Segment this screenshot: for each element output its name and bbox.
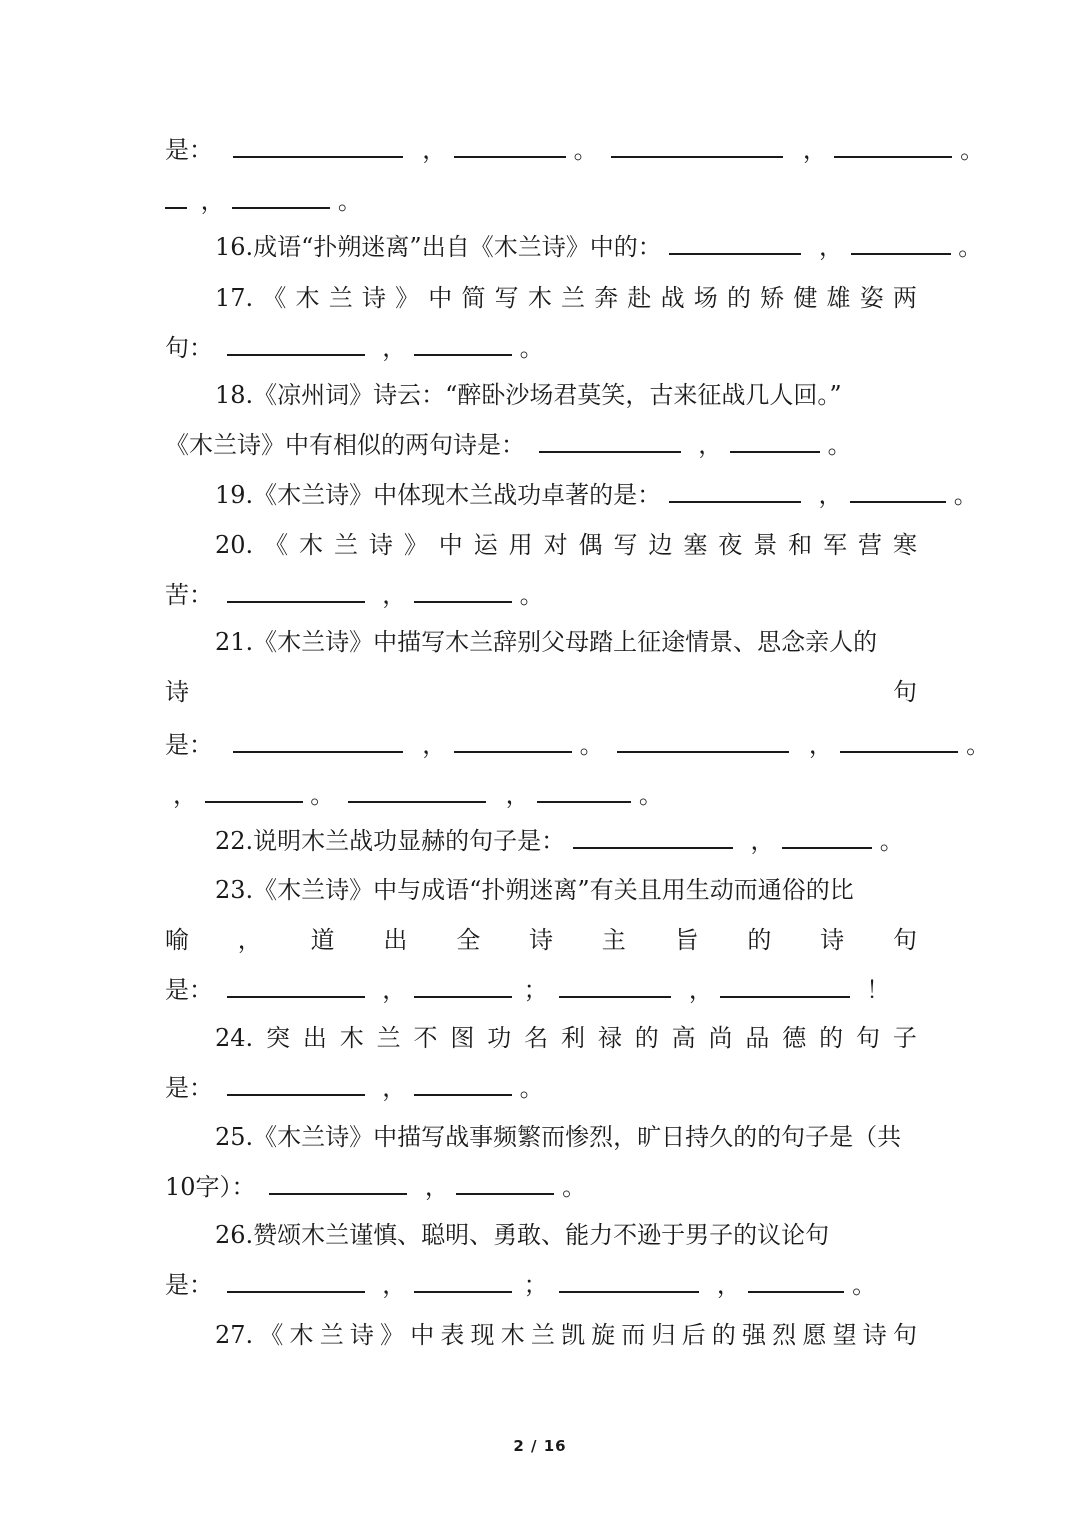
answer-blank[interactable] xyxy=(834,136,952,158)
answer-blank[interactable] xyxy=(414,334,512,356)
answer-blank[interactable] xyxy=(537,781,631,803)
answer-blank[interactable] xyxy=(539,431,681,453)
answer-blank[interactable] xyxy=(414,1271,512,1293)
question-18-answer: 《木兰诗》中有相似的两句诗是： ， 。 xyxy=(165,431,852,459)
answer-blank[interactable] xyxy=(559,976,671,998)
answer-blank[interactable] xyxy=(669,233,801,255)
question-21: 21.《木兰诗》中描写木兰辞别父母踏上征途情景、思念亲人的 xyxy=(215,628,878,656)
question-21-answer-1: 是： ， 。 ， 。 xyxy=(165,731,991,759)
question-20-answer: 苦： ， 。 xyxy=(165,581,544,609)
answer-blank[interactable] xyxy=(227,581,365,603)
question-23-line-2: 喻 ， 道 出 全 诗 主 旨 的 诗 句 xyxy=(165,926,917,954)
question-17: 17. 《 木 兰 诗 》 中 简 写 木 兰 奔 赴 战 场 的 矫 健 雄 姿 两 xyxy=(215,284,917,312)
answer-blank[interactable] xyxy=(730,431,820,453)
question-17-answer: 句： ， 。 xyxy=(165,334,544,362)
answer-blank[interactable] xyxy=(414,581,512,603)
question-23: 23.《木兰诗》中与成语“扑朔迷离”有关且用生动而通俗的比 xyxy=(215,876,854,904)
answer-blank[interactable] xyxy=(559,1271,699,1293)
question-25-answer: 10字）： ， 。 xyxy=(165,1173,587,1201)
answer-blank[interactable] xyxy=(165,187,187,209)
question-23-answer: 是： ， ； ， ！ xyxy=(165,976,891,1004)
answer-blank[interactable] xyxy=(611,136,783,158)
question-20: 20. 《 木 兰 诗 》 中 运 用 对 偶 写 边 塞 夜 景 和 军 营 寒 xyxy=(215,531,917,559)
answer-blank[interactable] xyxy=(227,1271,365,1293)
question-26-answer: 是： ， ； ， 。 xyxy=(165,1271,877,1299)
answer-blank[interactable] xyxy=(414,976,512,998)
answer-blank[interactable] xyxy=(227,334,365,356)
answer-blank[interactable] xyxy=(269,1173,407,1195)
answer-blank[interactable] xyxy=(227,1074,365,1096)
answer-blank[interactable] xyxy=(233,731,403,753)
answer-blank[interactable] xyxy=(454,136,566,158)
answer-blank[interactable] xyxy=(233,136,403,158)
answer-blank[interactable] xyxy=(232,187,330,209)
answer-blank[interactable] xyxy=(617,731,789,753)
answer-blank[interactable] xyxy=(782,827,872,849)
q15-answer-line-1: 是： ， 。 ， 。 xyxy=(165,136,985,164)
question-16: 16.成语“扑朔迷离”出自《木兰诗》中的： ， 。 xyxy=(215,233,983,261)
question-21-answer-2: ， 。 ， 。 xyxy=(173,781,663,809)
answer-blank[interactable] xyxy=(348,781,486,803)
question-27: 27. 《 木 兰 诗 》 中 表 现 木 兰 凯 旋 而 归 后 的 强 烈 愿 望 诗 句 xyxy=(215,1321,917,1349)
answer-blank[interactable] xyxy=(227,976,365,998)
question-26: 26.赞颂木兰谨慎、聪明、勇敢、能力不逊于男子的议论句 xyxy=(215,1221,830,1249)
question-18: 18.《凉州词》诗云：“醉卧沙场君莫笑，古来征战几人回。” xyxy=(215,381,842,409)
question-22: 22.说明木兰战功显赫的句子是： ， 。 xyxy=(215,827,904,855)
answer-blank[interactable] xyxy=(850,481,946,503)
question-25: 25.《木兰诗》中描写战事频繁而惨烈，旷日持久的的句子是（共 xyxy=(215,1123,902,1151)
answer-blank[interactable] xyxy=(456,1173,554,1195)
answer-blank[interactable] xyxy=(205,781,303,803)
answer-blank[interactable] xyxy=(720,976,850,998)
answer-blank[interactable] xyxy=(748,1271,844,1293)
answer-blank[interactable] xyxy=(414,1074,512,1096)
answer-blank[interactable] xyxy=(840,731,958,753)
answer-blank[interactable] xyxy=(454,731,572,753)
answer-blank[interactable] xyxy=(573,827,733,849)
question-24: 24. 突 出 木 兰 不 图 功 名 利 禄 的 高 尚 品 德 的 句 子 xyxy=(215,1024,917,1052)
question-19: 19.《木兰诗》中体现木兰战功卓著的是： ， 。 xyxy=(215,481,978,509)
answer-blank[interactable] xyxy=(669,481,801,503)
answer-blank[interactable] xyxy=(851,233,951,255)
question-24-answer: 是： ， 。 xyxy=(165,1074,544,1102)
page-number: 2 / 16 xyxy=(513,1437,567,1455)
q15-answer-line-2: ， 。 xyxy=(165,186,917,216)
question-21-line-2: 诗 句 xyxy=(165,678,917,706)
